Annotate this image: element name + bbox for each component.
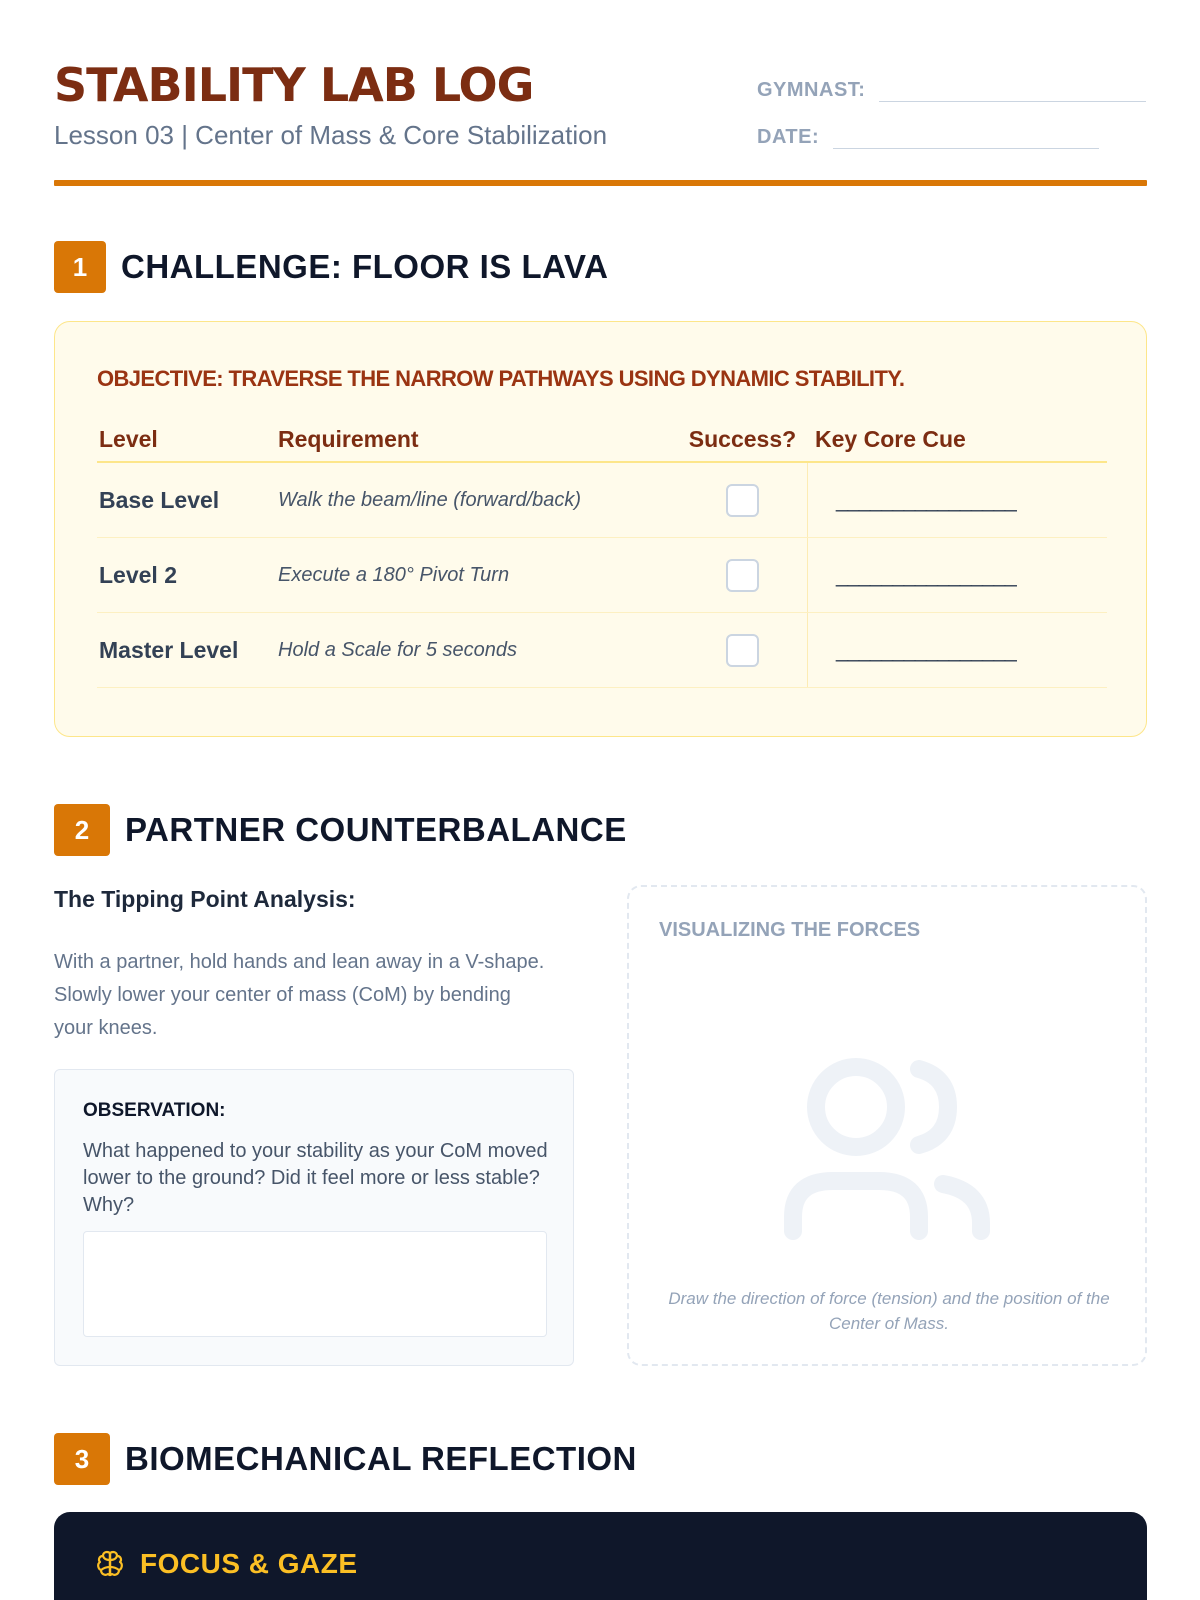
date-label: DATE: [757,126,820,148]
focus-gaze-header [94,1548,358,1580]
section-title: BIOMECHANICAL REFLECTION [125,1440,637,1477]
table-row [97,538,1107,613]
requirement-cell: Execute a 180° Pivot Turn [278,563,510,586]
column-header-success: Success? [688,425,797,452]
brain-icon [94,1548,126,1580]
column-header-cue: Key Core Cue [815,425,966,452]
level-cell: Base Level [99,486,220,513]
focus-gaze-title: FOCUS & GAZE [140,1548,358,1579]
table-row [97,613,1107,688]
cue-blank-field[interactable]: ________________ [836,487,1016,512]
viz-title: VISUALIZING THE FORCES [659,919,921,941]
success-cell [678,484,807,517]
section-1-header [54,241,608,293]
date-field[interactable] [833,121,1099,149]
section-number-badge: 3 [54,1433,110,1485]
cue-blank-field[interactable]: ________________ [836,637,1016,662]
section-2-header [54,804,627,856]
observation-box [54,1069,574,1366]
level-cell: Master Level [99,636,239,663]
observation-answer-field[interactable] [83,1231,547,1337]
viz-caption: Draw the direction of force (tension) and the position of the Center of Mass. [668,1289,1110,1333]
visualizing-forces-panel[interactable] [627,885,1147,1366]
column-header-level: Level [99,425,158,452]
requirement-cell: Hold a Scale for 5 seconds [278,638,518,661]
floor-is-lava-card [54,321,1147,737]
cue-cell [807,538,1107,612]
partner-description: With a partner, hold hands and lean away in a V-shape. Slowly lower your center of mass (CoM) by bending your knees. [54,951,545,1039]
column-header-requirement: Requirement [278,425,419,452]
success-cell [678,559,807,592]
cue-cell [807,463,1107,537]
table-header [97,417,1107,463]
gymnast-row [757,74,1146,102]
success-checkbox[interactable] [726,634,759,667]
cue-blank-field[interactable]: ________________ [836,562,1016,587]
page-subtitle: Lesson 03 | Center of Mass & Core Stabilization [54,120,608,150]
requirement-cell: Walk the beam/line (forward/back) [278,488,582,511]
gymnast-field[interactable] [879,74,1146,102]
section-3-header [54,1433,637,1485]
users-icon [783,1051,995,1251]
level-cell: Level 2 [99,561,177,588]
tipping-point-heading: The Tipping Point Analysis: [54,886,356,912]
page-header [54,56,1147,188]
gymnast-label: GYMNAST: [757,79,866,101]
table-row [97,463,1107,538]
header-divider [54,180,1147,186]
section-number-badge: 1 [54,241,106,293]
page-title: STABILITY LAB LOG [54,58,534,112]
observation-question: What happened to your stability as your CoM moved lower to the ground? Did it feel more or less stable? Why? [83,1140,548,1216]
cue-cell [807,613,1107,687]
objective-text: OBJECTIVE: TRAVERSE THE NARROW PATHWAYS USING DYNAMIC STABILITY. [97,366,905,391]
success-checkbox[interactable] [726,484,759,517]
success-cell [678,634,807,667]
reflection-card [54,1512,1147,1600]
success-checkbox[interactable] [726,559,759,592]
challenge-table [97,417,1107,688]
section-title: CHALLENGE: FLOOR IS LAVA [121,248,609,285]
observation-label: OBSERVATION: [83,1100,226,1121]
section-number-badge: 2 [54,804,110,856]
section-title: PARTNER COUNTERBALANCE [125,811,627,848]
date-row [757,121,1099,149]
